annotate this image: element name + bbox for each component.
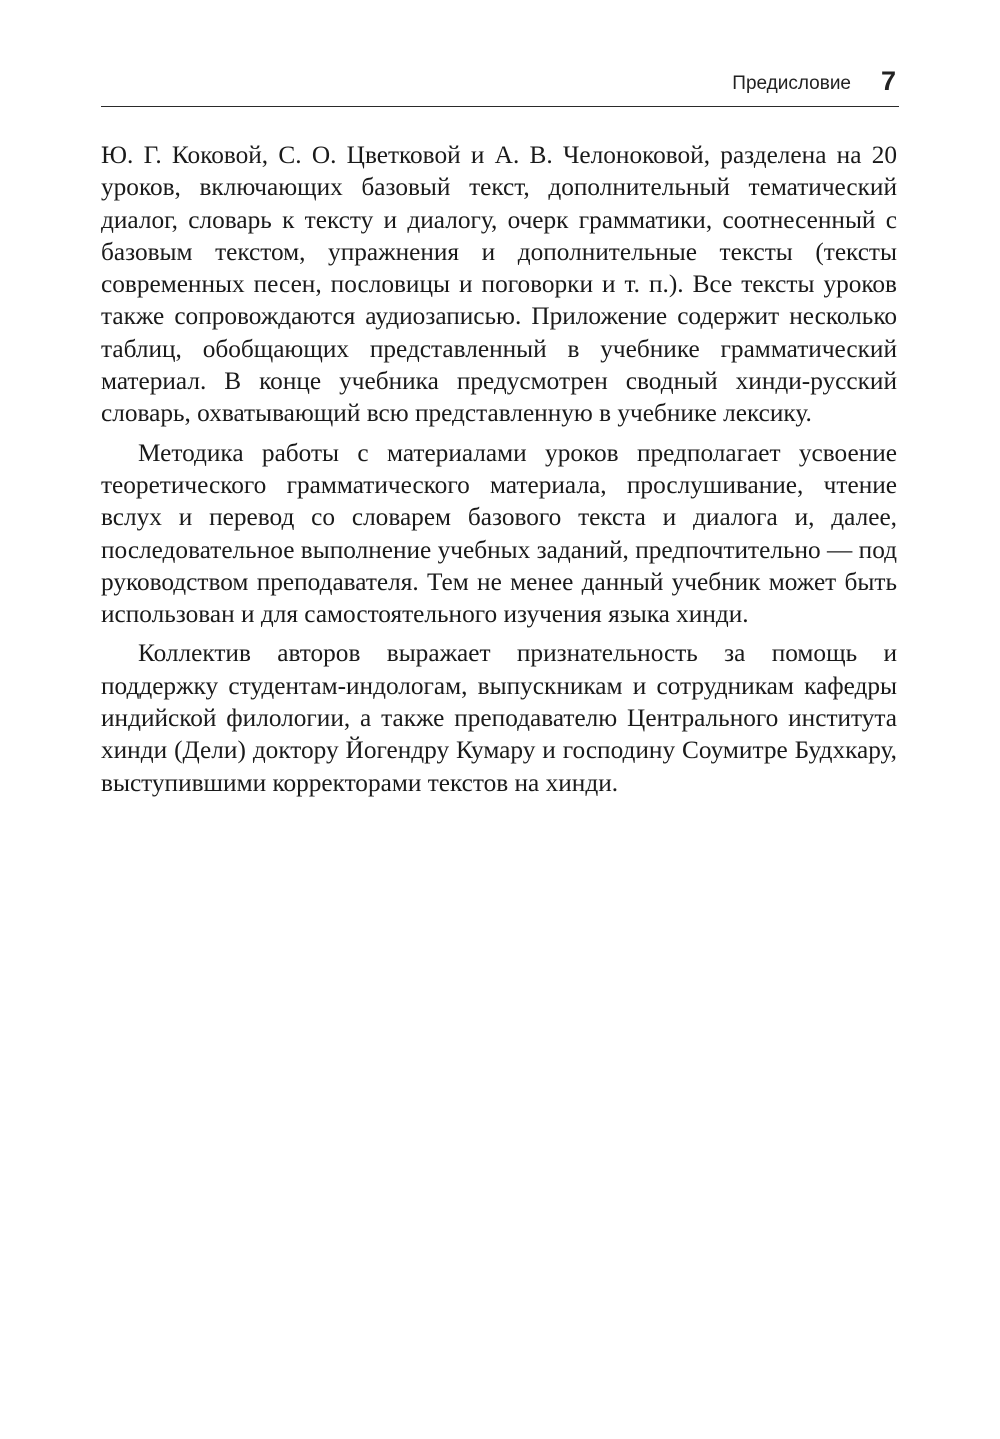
section-title: Предисловие bbox=[732, 73, 851, 94]
text-body bbox=[101, 139, 897, 799]
paragraph-1: Ю. Г. Коковой, С. О. Цветковой и А. В. Челоноковой, разделена на 20 уроков, включающих базовый текст, дополнительный тематический диалог, словарь к тексту и диалогу, очерк грамматики, соотнесенный с базовым текстом, упражнения и дополнительные тексты (тексты современных песен, пословицы и поговорки и т. п.). Все тексты уроков также сопровождаются аудиозаписью. Приложение содержит несколько таблиц, обобщающих представленный в учебнике грамматический материал. В конце учебника предусмотрен сводный хинди-русский словарь, охватывающий всю представленную в учебнике лексику. bbox=[101, 141, 897, 428]
paragraph-2: Методика работы с материалами уроков предполагает усвоение теоретического грамматического материала, прослушивание, чтение вслух и перевод со словарем базового текста и диалога и, далее, последовательное выполнение учебных заданий, предпочтительно — под руководством преподавателя. Тем не менее данный учебник может быть использован и для самостоятельного изучения языка хинди. bbox=[101, 438, 897, 629]
running-head bbox=[101, 60, 899, 107]
page-number: 7 bbox=[880, 66, 896, 96]
paragraph-3: Коллектив авторов выражает признательность за помощь и поддержку студентам-индологам, выпускникам и сотрудникам кафедры индийской филологии, а также преподавателю Центрального института хинди (Дели) доктору Йогендру Кумару и господину Соумитре Будхкару, выступившими корректорами текстов на хинди. bbox=[101, 639, 897, 797]
